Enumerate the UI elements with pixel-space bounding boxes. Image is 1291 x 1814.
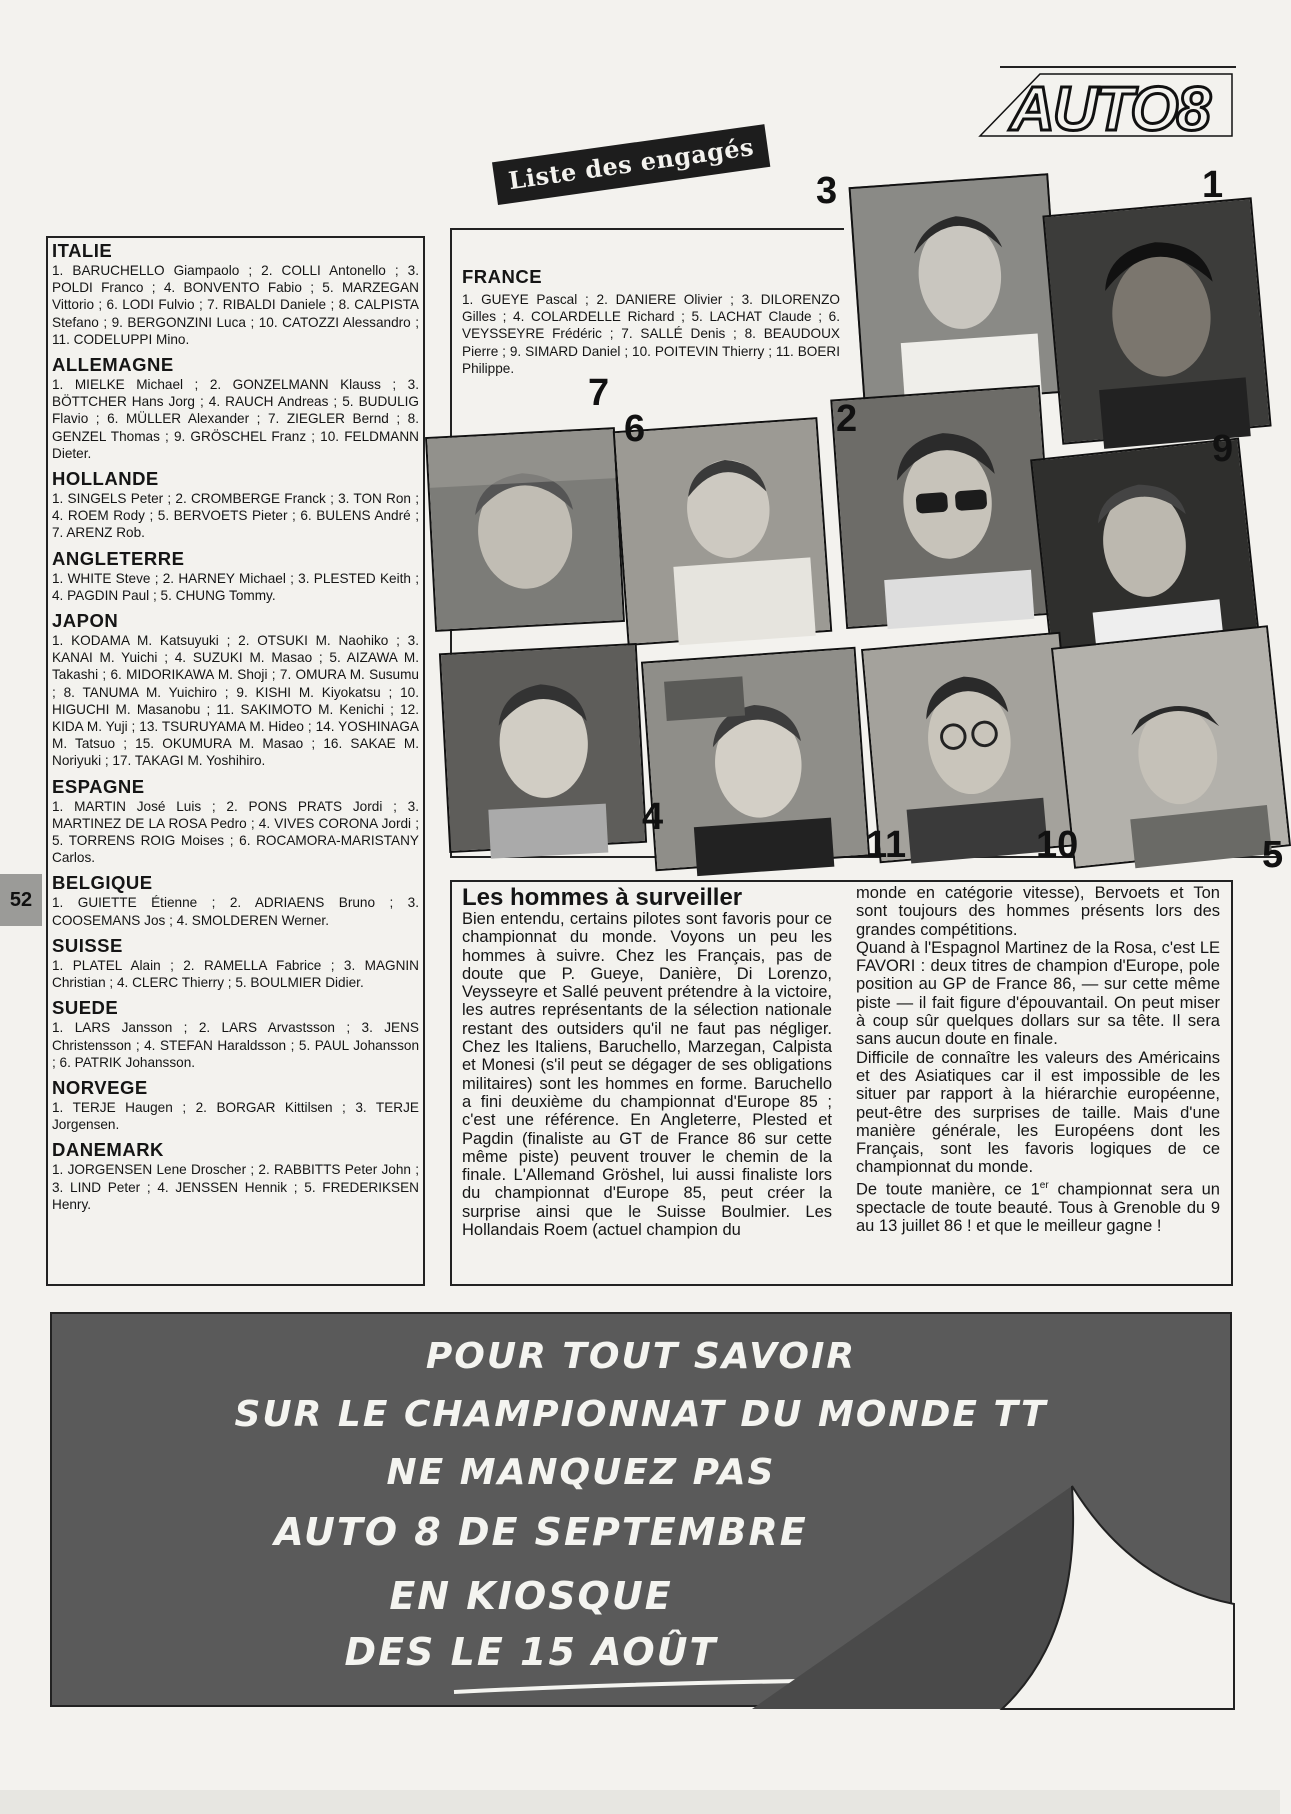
driver-photo-7 (425, 427, 625, 632)
logo-text: AUTO8 (1010, 75, 1210, 144)
article-paragraph: Bien entendu, certains pilotes sont favoris pour ce championnat du monde. Voyons un peu les hommes à suivre. Chez les Français, pas de doute que P. Gueye, Danière, Di Lorenzo, Veysseyre et Sallé peuvent prétendre à la victoire, les autres représentants de la sélection nationale restant des outsiders qu'il ne faut pas négliger. Chez les Italiens, Baruchello, Marzegan, Calpista et Monesi (s'il peut se dégager de ses obligations militaires) sont les hommes en forme. Baruchello a fini deuxième du championnat d'Europe 85 ; c'est une référence. En Angleterre, Plested et Pagdin (finaliste au GT de France 86 sur cette même piste) peuvent trouver le chemin de la finale. L'Allemand Gröshel, lui aussi finaliste lors du championnat d'Europe 85, peut créer la surprise ainsi que le Suisse Boulmier. Les Hollandais Roem (actuel champion du (462, 910, 832, 1240)
country-name: NORVEGE (52, 1076, 148, 1098)
auto8-logo (970, 66, 1238, 144)
country-name: BELGIQUE (52, 872, 153, 894)
page-number: 52 (0, 874, 42, 926)
country-norvege (48, 1075, 423, 1137)
photo-number-10: 10 (1036, 824, 1079, 866)
ad-line-3: NE MANQUEZ PAS (386, 1452, 776, 1493)
country-italie (48, 238, 423, 352)
country-name: ESPAGNE (52, 775, 145, 797)
country-entries: 1. MIELKE Michael ; 2. GONZELMANN Klauss ; 3. BÖTTCHER Hans Jorg ; 4. RAUCH Andreas ; 5. BUDULIG Flavio ; 6. MÜLLER Alexander ; 7. ZIEGLER Bernd ; 8. GENZEL Thomas ; 9. GRÖSCHEL Franz ; 10. FELDMANN Dieter. (52, 377, 419, 461)
driver-photo-5 (1051, 625, 1291, 869)
photo-number-5: 5 (1262, 834, 1284, 876)
country-japon (48, 608, 423, 774)
photo-number-1: 1 (1202, 164, 1224, 206)
photo-number-4: 4 (642, 796, 664, 838)
countries-list (46, 236, 425, 1286)
country-name: HOLLANDE (52, 468, 159, 490)
ad-line-4: AUTO 8 DE SEPTEMBRE (274, 1510, 808, 1554)
country-entries: 1. GUIETTE Étienne ; 2. ADRIAENS Bruno ; 3. COOSEMANS Jos ; 4. SMOLDEREN Werner. (52, 895, 419, 928)
article-right-column (856, 884, 1220, 1235)
country-entries: 1. LARS Jansson ; 2. LARS Arvastsson ; 3. JENS Christensson ; 4. STEFAN Haraldsson ; 5. PAUL Johansson ; 6. PATRIK Johansson. (52, 1020, 419, 1070)
country-allemagne (48, 352, 423, 466)
country-suisse (48, 933, 423, 995)
country-entries: 1. BARUCHELLO Giampaolo ; 2. COLLI Antonello ; 3. POLDI Franco ; 4. BONVENTO Fabio ; 5. MARZEGAN Vittorio ; 6. LODI Fulvio ; 7. RIBALDI Daniele ; 8. CALPISTA Stefano ; 9. BERGONZINI Luca ; 10. CATOZZI Alessandro ; 11. CODELUPPI Mino. (52, 263, 419, 347)
text-span: De toute manière, ce 1 (856, 1180, 1040, 1199)
country-name: SUEDE (52, 997, 119, 1019)
country-name: ANGLETERRE (52, 547, 185, 569)
photo-number-3: 3 (816, 170, 838, 212)
article-paragraph: Quand à l'Espagnol Martinez de la Rosa, c'est LE FAVORI : deux titres de champion d'Europe, pole position au GP de France 86, — sur cette même piste — il fait figure d'épouvantail. On peut miser à coup sûr quelques dollars sur sa tête. Il sera sans aucun doute en finale. (856, 938, 1220, 1049)
country-entries: 1. TERJE Haugen ; 2. BORGAR Kittilsen ; 3. TERJE Jorgensen. (52, 1099, 419, 1133)
country-name: DANEMARK (52, 1139, 164, 1161)
list-title-tag: Liste des engagés (492, 124, 771, 205)
driver-photo-3 (849, 173, 1064, 406)
country-entries: 1. SINGELS Peter ; 2. CROMBERGE Franck ; 3. TON Ron ; 4. ROEM Rody ; 5. BERVOETS Pieter ; 6. BULENS André ; 7. ARENZ Rob. (52, 491, 419, 541)
article-paragraph (856, 1177, 1220, 1235)
driver-photo-1 (1042, 197, 1271, 444)
country-belgique (48, 870, 423, 932)
photo-number-11: 11 (866, 824, 907, 866)
driver-photo-6 (613, 417, 832, 646)
superscript: er (1039, 1179, 1049, 1191)
country-angleterre (48, 546, 423, 608)
country-entries: 1. PLATEL Alain ; 2. RAMELLA Fabrice ; 3. MAGNIN Christian ; 4. CLERC Thierry ; 5. BOULMIER Didier. (52, 957, 419, 991)
driver-photo-9 (1030, 438, 1260, 659)
photo-number-9: 9 (1212, 428, 1234, 470)
country-entries: 1. KODAMA M. Katsuyuki ; 2. OTSUKI M. Naohiko ; 3. KANAI M. Yuichi ; 4. SUZUKI M. Masao ; 5. AIZAWA M. Takashi ; 6. MIDORIKAWA M. Shoji ; 7. OMURA M. Susumu ; 8. TANUMA M. Yuichiro ; 9. KISHI M. Kiyokatsu ; 10. HIGUCHI M. Masanobu ; 11. SAKIMOTO M. Kenichi ; 12. KIDA M. Yuji ; 13. TSURUYAMA M. Hideo ; 14. YOSHINAGA M. Tatsuo ; 15. OKUMURA M. Masao ; 16. SAKAE M. Noriyuki ; 17. TAKAGI M. Yoshihiro. (52, 633, 419, 769)
article-les-hommes-a-surveiller (450, 880, 1233, 1286)
country-name: ITALIE (52, 240, 113, 261)
advertisement-banner (50, 1312, 1232, 1707)
country-entries: 1. WHITE Steve ; 2. HARNEY Michael ; 3. PLESTED Keith ; 4. PAGDIN Paul ; 5. CHUNG Tommy. (52, 570, 419, 603)
country-france (450, 228, 844, 376)
country-hollande (48, 466, 423, 546)
ad-page-curl (752, 1484, 1234, 1709)
driver-photo-11 (641, 647, 870, 871)
article-title: Les hommes à surveiller (462, 884, 743, 911)
ad-line-6: DES LE 15 AOÛT (344, 1630, 718, 1674)
driver-photo-2 (830, 385, 1056, 629)
article-paragraph: monde en catégorie vitesse), Bervoets et Ton sont toujours des hommes présents lors des grandes compétitions. (856, 884, 1220, 939)
ad-line-2: SUR LE CHAMPIONNAT DU MONDE TT (234, 1394, 1048, 1435)
page-bottom-strip (0, 1790, 1280, 1814)
country-name: JAPON (52, 610, 119, 632)
ad-line-5: EN KIOSQUE (389, 1574, 673, 1618)
country-entries: 1. MARTIN José Luis ; 2. PONS PRATS Jordi ; 3. MARTINEZ DE LA ROSA Pedro ; 4. VIVES CORONA Jordi ; 5. TORRENS ROIG Moises ; 6. ROCAMORA-MARISTANY Carlos. (52, 798, 419, 866)
country-danemark (48, 1137, 423, 1217)
ad-line-1: POUR TOUT SAVOIR (425, 1336, 857, 1377)
country-name: SUISSE (52, 934, 123, 956)
driver-photo-4 (439, 643, 647, 853)
country-entries: 1. GUEYE Pascal ; 2. DANIERE Olivier ; 3. DILORENZO Gilles ; 4. COLARDELLE Richard ; 5. LACHAT Claude ; 6. VEYSSEYRE Frédéric ; 7. SALLÉ Denis ; 8. BEAUDOUX Pierre ; 9. SIMARD Daniel ; 10. POITEVIN Thierry ; 11. BOERI Philippe. (462, 292, 840, 376)
country-espagne (48, 774, 423, 871)
article-left-column (462, 884, 832, 1239)
country-entries: 1. JORGENSEN Lene Droscher ; 2. RABBITTS Peter John ; 3. LIND Peter ; 4. JENSSEN Hennik ; 5. FREDERIKSEN Henry. (52, 1162, 419, 1212)
article-paragraph: Difficile de connaître les valeurs des Américains et des Asiatiques car il est impossible de les situer par rapport à la hiérarchie européenne, peut-être des surprises de taille. Mais d'une manière générale, les Européens dont les Français, sont les favoris logiques de ce championnat du monde. (856, 1048, 1220, 1177)
text-span: championnat sera un spectacle de toute beauté. Tous à Grenoble du 9 au 13 juillet 86 ! et que le meilleur gagne ! (856, 1180, 1220, 1235)
photo-number-6: 6 (624, 408, 646, 450)
country-name: FRANCE (462, 266, 543, 287)
country-suede (48, 995, 423, 1075)
country-name: ALLEMAGNE (52, 354, 174, 376)
photo-number-2: 2 (836, 398, 858, 440)
photo-number-7: 7 (588, 372, 610, 414)
